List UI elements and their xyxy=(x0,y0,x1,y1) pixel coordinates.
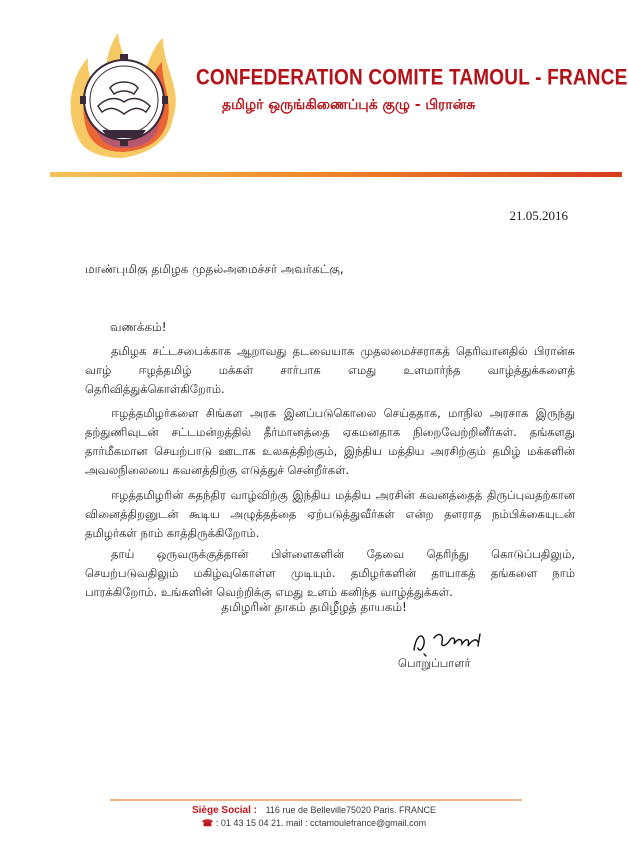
footer-contact-line xyxy=(0,818,628,829)
telephone-icon: ☎ xyxy=(201,818,214,828)
paragraph-resolution: ஈழத்தமிழர்களை சிங்கள அரசு இனப்படுகொலை செய்ததாக, மாநில அரசாக இருந்து தற்துணிவுடன் சட்டமன்றத்தில் தீர்மானத்தை ஏகமனதாக நிறைவேற்றினீர்கள். தங்களது தார்மீகமான செயற்பாடு ஊடாக உலகத்திற்கும், இந்திய மத்திய அரசிற்கும் தமிழ் மக்களின் அவலநிலையை கவனத்திற்கு எடுத்துச் சென்றீர்கள். xyxy=(85,406,575,477)
emblem-handshake-flame-logo xyxy=(58,18,188,168)
head-office-label: Siège Social : xyxy=(191,805,257,816)
paragraph-wishes: தாய் ஒருவருக்குத்தான் பிள்ளைகளின் தேவை தெரிந்து கொடுப்பதிலும், செயற்படுவதிலும் மகிழ்வுகொள்ள முடியும். தமிழர்களின் தாயாகத் தங்களை நாம் பாரக்கிறோம். உங்களின் வெற்றிக்கு எமது உளம் கனிந்த வாழ்த்துக்கள். xyxy=(85,547,575,599)
letter-date: 21.05.2016 xyxy=(509,208,568,223)
contact-details: : 01 43 15 04 21. mail : cctamoulefrance@gmail.com xyxy=(215,818,427,828)
head-office-address: 116 rue de Belleville75020 Paris. FRANCE xyxy=(265,805,437,815)
letterhead-divider xyxy=(50,172,622,177)
closing-slogan: தமிழரின் தாகம் தமிழீழத் தாயகம்! xyxy=(221,600,407,614)
paragraph-hope: ஈழத்தமிழரின் சுதந்திர வாழ்விற்கு இந்திய மத்திய அரசின் கவனத்தைத் திருப்புவதற்கான வினைத்திறனுடன் கூடிய அழுத்தத்தை ஏற்படுத்துவீர்கள் என்ற தளராத நம்பிக்கையுடன் தமிழர்கள் நாம் காத்திருக்கிறோம். xyxy=(85,488,575,540)
organization-name-tamil: தமிழர் ஒருங்கிணைப்புக் குழு - பிரான்சு xyxy=(222,97,476,113)
signer-title: பொறுப்பாளர் xyxy=(398,656,471,670)
salutation: மாண்புமிகு தமிழக முதல்அமைச்சர் அவர்கட்கு, xyxy=(85,262,344,276)
greeting: வணக்கம்! xyxy=(110,320,167,334)
footer-divider xyxy=(110,799,522,801)
paragraph-congratulations: தமிழக சட்டசபைக்காக ஆறாவது தடவையாக முதலமைச்சராகத் தெரிவானதில் பிரான்சு வாழ் ஈழத்தமிழ் மக்கள் சார்பாக எமது உளமார்ந்த வாழ்த்துக்களைத் தெரிவித்துக்கொள்கிறோம். xyxy=(85,344,575,396)
organization-name: CONFEDERATION COMITE TAMOUL - FRANCE xyxy=(196,66,628,91)
footer-address-line xyxy=(0,805,628,816)
